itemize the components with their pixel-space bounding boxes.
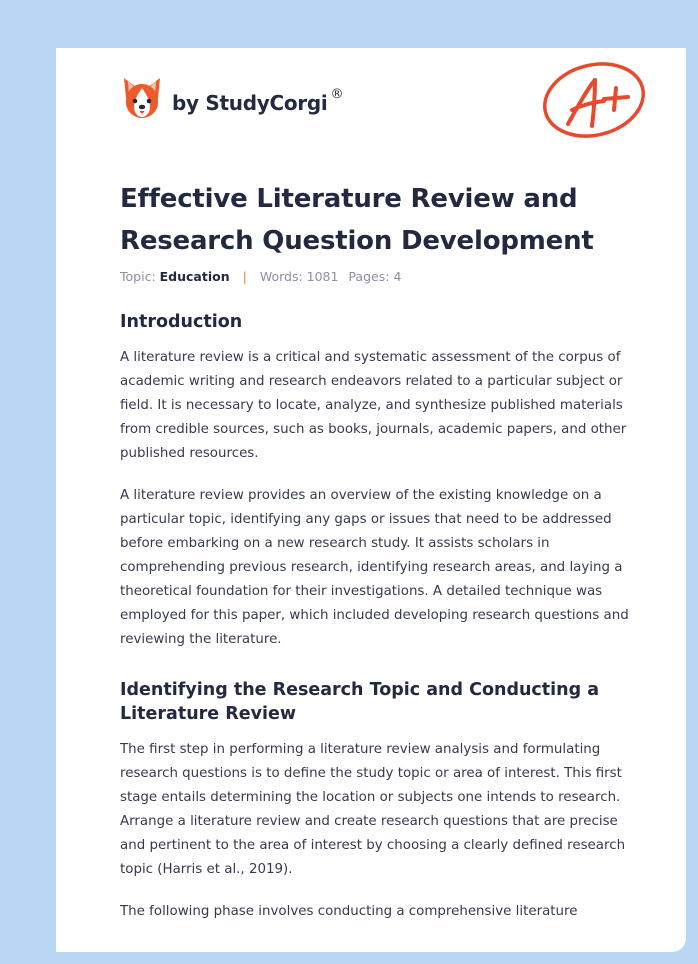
paragraph: A literature review is a critical and systematic assessment of the corpus of academic writing and research endeavors related to a particular subject or field. It is necessary to locate, analyze, and synthesize published materials from credible sources, such as books, journals, academic papers, and other published resources. (120, 350, 627, 461)
topic-label: Topic: (120, 269, 156, 284)
section-heading: Introduction (120, 312, 243, 332)
document-title: Effective Literature Review and Research Question Development (120, 184, 594, 256)
a-plus-grade-badge (538, 60, 650, 146)
corgi-icon (122, 76, 162, 120)
meta-separator: | (242, 269, 247, 284)
trademark-mark: ® (330, 87, 344, 103)
paragraph: A literature review provides an overview of the existing knowledge on a particular topic, identifying any gaps or issues that need to be addressed before embarking on a new research study. It assists scholars in comprehending previous research, identifying research areas, and laying a theoretical foundation for their investigations. A detailed technique was employed for this paper, which included developing research questions and reviewing the literature. (120, 488, 629, 647)
brand-name: by StudyCorgi ® (172, 87, 344, 115)
studycorgi-logo[interactable] (122, 76, 343, 120)
svg-text:A+: A+ (538, 60, 540, 61)
paragraph: The first step in performing a literature review analysis and formulating research questions is to define the study topic or area of interest. This first stage entails determining the location or subjects one intends to research. Arrange a literature review and create research questions that are precise and pertinent to the area of interest by choosing a clearly defined research topic (Harris et al., 2019). (120, 742, 626, 877)
pages-count: 4 (393, 269, 402, 284)
paragraph: The following phase involves conducting a comprehensive literature (120, 904, 578, 919)
topic-link[interactable]: Education (159, 269, 230, 284)
words-count: 1081 (306, 269, 339, 284)
document-content (120, 178, 632, 924)
pages-label: Pages: (348, 269, 390, 284)
section-heading: Identifying the Research Topic and Conducting a Literature Review (120, 680, 600, 724)
document-meta (120, 269, 632, 284)
words-label: Words: (259, 269, 303, 284)
document-page (56, 48, 686, 952)
